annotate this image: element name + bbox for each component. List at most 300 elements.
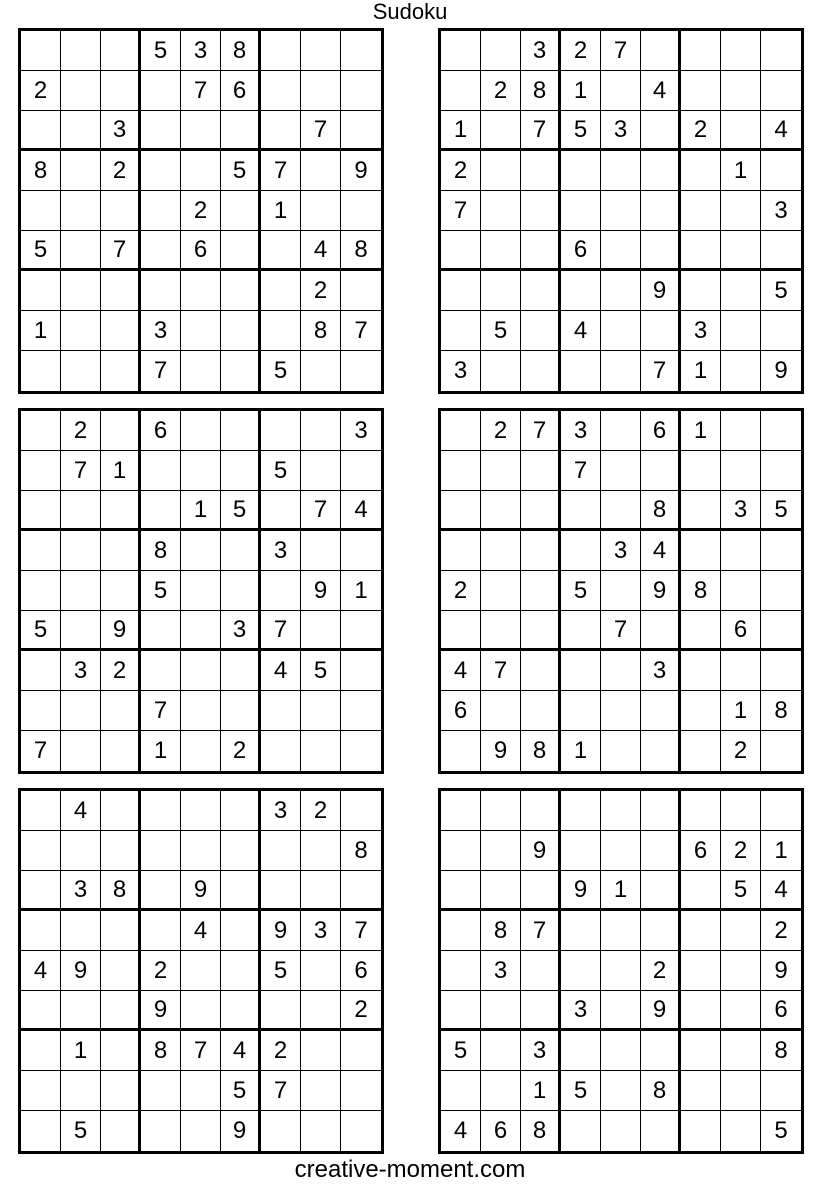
- sudoku-empty-cell[interactable]: [101, 1071, 141, 1111]
- sudoku-empty-cell[interactable]: [721, 411, 761, 451]
- sudoku-empty-cell[interactable]: [301, 191, 341, 231]
- sudoku-empty-cell[interactable]: [21, 911, 61, 951]
- sudoku-empty-cell[interactable]: [561, 911, 601, 951]
- sudoku-empty-cell[interactable]: [261, 231, 301, 271]
- sudoku-empty-cell[interactable]: [301, 411, 341, 451]
- sudoku-empty-cell[interactable]: [341, 1111, 381, 1151]
- sudoku-empty-cell[interactable]: [481, 351, 521, 391]
- sudoku-empty-cell[interactable]: [521, 691, 561, 731]
- sudoku-empty-cell[interactable]: [601, 651, 641, 691]
- sudoku-empty-cell[interactable]: [601, 311, 641, 351]
- sudoku-empty-cell[interactable]: [101, 731, 141, 771]
- sudoku-empty-cell[interactable]: [721, 651, 761, 691]
- sudoku-empty-cell[interactable]: [21, 831, 61, 871]
- sudoku-empty-cell[interactable]: [721, 451, 761, 491]
- sudoku-empty-cell[interactable]: [441, 831, 481, 871]
- sudoku-empty-cell[interactable]: [481, 451, 521, 491]
- sudoku-empty-cell[interactable]: [141, 111, 181, 151]
- sudoku-empty-cell[interactable]: [341, 191, 381, 231]
- sudoku-empty-cell[interactable]: [681, 151, 721, 191]
- sudoku-empty-cell[interactable]: [61, 191, 101, 231]
- sudoku-empty-cell[interactable]: [261, 311, 301, 351]
- sudoku-empty-cell[interactable]: [481, 531, 521, 571]
- sudoku-empty-cell[interactable]: [141, 191, 181, 231]
- sudoku-empty-cell[interactable]: [601, 951, 641, 991]
- sudoku-empty-cell[interactable]: [521, 951, 561, 991]
- sudoku-empty-cell[interactable]: [681, 911, 721, 951]
- sudoku-empty-cell[interactable]: [221, 791, 261, 831]
- sudoku-empty-cell[interactable]: [301, 1031, 341, 1071]
- sudoku-empty-cell[interactable]: [641, 151, 681, 191]
- sudoku-empty-cell[interactable]: [181, 611, 221, 651]
- sudoku-empty-cell[interactable]: [181, 731, 221, 771]
- sudoku-empty-cell[interactable]: [101, 791, 141, 831]
- sudoku-empty-cell[interactable]: [681, 1111, 721, 1151]
- sudoku-empty-cell[interactable]: [761, 411, 801, 451]
- sudoku-empty-cell[interactable]: [721, 271, 761, 311]
- sudoku-empty-cell[interactable]: [21, 1031, 61, 1071]
- sudoku-empty-cell[interactable]: [181, 351, 221, 391]
- sudoku-empty-cell[interactable]: [521, 871, 561, 911]
- sudoku-empty-cell[interactable]: [61, 231, 101, 271]
- sudoku-empty-cell[interactable]: [761, 611, 801, 651]
- sudoku-empty-cell[interactable]: [441, 911, 481, 951]
- sudoku-empty-cell[interactable]: [21, 491, 61, 531]
- sudoku-empty-cell[interactable]: [761, 311, 801, 351]
- sudoku-empty-cell[interactable]: [261, 271, 301, 311]
- sudoku-empty-cell[interactable]: [481, 571, 521, 611]
- sudoku-empty-cell[interactable]: [521, 791, 561, 831]
- sudoku-empty-cell[interactable]: [721, 1071, 761, 1111]
- sudoku-empty-cell[interactable]: [521, 451, 561, 491]
- sudoku-empty-cell[interactable]: [561, 1111, 601, 1151]
- sudoku-empty-cell[interactable]: [341, 731, 381, 771]
- sudoku-empty-cell[interactable]: [441, 731, 481, 771]
- sudoku-empty-cell[interactable]: [301, 991, 341, 1031]
- sudoku-empty-cell[interactable]: [301, 611, 341, 651]
- sudoku-empty-cell[interactable]: [61, 151, 101, 191]
- sudoku-empty-cell[interactable]: [141, 451, 181, 491]
- sudoku-empty-cell[interactable]: [101, 491, 141, 531]
- sudoku-empty-cell[interactable]: [221, 991, 261, 1031]
- sudoku-empty-cell[interactable]: [341, 651, 381, 691]
- sudoku-empty-cell[interactable]: [481, 871, 521, 911]
- sudoku-empty-cell[interactable]: [301, 31, 341, 71]
- sudoku-empty-cell[interactable]: [641, 1111, 681, 1151]
- sudoku-empty-cell[interactable]: [141, 71, 181, 111]
- sudoku-empty-cell[interactable]: [301, 1071, 341, 1111]
- sudoku-empty-cell[interactable]: [141, 151, 181, 191]
- sudoku-empty-cell[interactable]: [101, 571, 141, 611]
- sudoku-empty-cell[interactable]: [641, 1031, 681, 1071]
- sudoku-empty-cell[interactable]: [761, 71, 801, 111]
- sudoku-empty-cell[interactable]: [641, 231, 681, 271]
- sudoku-empty-cell[interactable]: [721, 351, 761, 391]
- sudoku-empty-cell[interactable]: [521, 151, 561, 191]
- sudoku-empty-cell[interactable]: [681, 731, 721, 771]
- sudoku-empty-cell[interactable]: [181, 411, 221, 451]
- sudoku-empty-cell[interactable]: [641, 911, 681, 951]
- sudoku-empty-cell[interactable]: [521, 651, 561, 691]
- sudoku-empty-cell[interactable]: [441, 1071, 481, 1111]
- sudoku-empty-cell[interactable]: [721, 1031, 761, 1071]
- sudoku-empty-cell[interactable]: [521, 271, 561, 311]
- sudoku-empty-cell[interactable]: [221, 571, 261, 611]
- sudoku-empty-cell[interactable]: [481, 791, 521, 831]
- sudoku-empty-cell[interactable]: [601, 911, 641, 951]
- sudoku-empty-cell[interactable]: [101, 31, 141, 71]
- sudoku-empty-cell[interactable]: [641, 31, 681, 71]
- sudoku-empty-cell[interactable]: [761, 531, 801, 571]
- sudoku-empty-cell[interactable]: [761, 731, 801, 771]
- sudoku-empty-cell[interactable]: [681, 451, 721, 491]
- sudoku-empty-cell[interactable]: [261, 71, 301, 111]
- sudoku-empty-cell[interactable]: [601, 191, 641, 231]
- sudoku-empty-cell[interactable]: [181, 311, 221, 351]
- sudoku-empty-cell[interactable]: [261, 1111, 301, 1151]
- sudoku-empty-cell[interactable]: [601, 71, 641, 111]
- sudoku-empty-cell[interactable]: [681, 791, 721, 831]
- sudoku-empty-cell[interactable]: [441, 231, 481, 271]
- sudoku-empty-cell[interactable]: [261, 871, 301, 911]
- sudoku-empty-cell[interactable]: [721, 71, 761, 111]
- sudoku-empty-cell[interactable]: [21, 991, 61, 1031]
- sudoku-empty-cell[interactable]: [181, 151, 221, 191]
- sudoku-empty-cell[interactable]: [301, 1111, 341, 1151]
- sudoku-empty-cell[interactable]: [681, 491, 721, 531]
- sudoku-empty-cell[interactable]: [601, 451, 641, 491]
- sudoku-empty-cell[interactable]: [721, 911, 761, 951]
- sudoku-empty-cell[interactable]: [101, 691, 141, 731]
- sudoku-empty-cell[interactable]: [61, 71, 101, 111]
- sudoku-empty-cell[interactable]: [181, 831, 221, 871]
- sudoku-empty-cell[interactable]: [441, 871, 481, 911]
- sudoku-empty-cell[interactable]: [101, 351, 141, 391]
- sudoku-empty-cell[interactable]: [61, 731, 101, 771]
- sudoku-empty-cell[interactable]: [341, 531, 381, 571]
- sudoku-empty-cell[interactable]: [681, 1031, 721, 1071]
- sudoku-empty-cell[interactable]: [561, 191, 601, 231]
- sudoku-empty-cell[interactable]: [721, 991, 761, 1031]
- sudoku-empty-cell[interactable]: [641, 691, 681, 731]
- sudoku-empty-cell[interactable]: [21, 531, 61, 571]
- sudoku-empty-cell[interactable]: [221, 351, 261, 391]
- sudoku-empty-cell[interactable]: [561, 691, 601, 731]
- sudoku-empty-cell[interactable]: [481, 831, 521, 871]
- sudoku-empty-cell[interactable]: [61, 911, 101, 951]
- sudoku-empty-cell[interactable]: [181, 1071, 221, 1111]
- sudoku-empty-cell[interactable]: [721, 191, 761, 231]
- sudoku-empty-cell[interactable]: [141, 1111, 181, 1151]
- sudoku-empty-cell[interactable]: [301, 871, 341, 911]
- sudoku-empty-cell[interactable]: [21, 791, 61, 831]
- sudoku-empty-cell[interactable]: [261, 691, 301, 731]
- sudoku-empty-cell[interactable]: [141, 491, 181, 531]
- sudoku-empty-cell[interactable]: [301, 71, 341, 111]
- sudoku-empty-cell[interactable]: [301, 731, 341, 771]
- sudoku-empty-cell[interactable]: [681, 951, 721, 991]
- sudoku-empty-cell[interactable]: [61, 1071, 101, 1111]
- sudoku-empty-cell[interactable]: [301, 451, 341, 491]
- sudoku-empty-cell[interactable]: [481, 191, 521, 231]
- sudoku-empty-cell[interactable]: [601, 1111, 641, 1151]
- sudoku-empty-cell[interactable]: [681, 231, 721, 271]
- sudoku-empty-cell[interactable]: [601, 151, 641, 191]
- sudoku-empty-cell[interactable]: [681, 691, 721, 731]
- sudoku-empty-cell[interactable]: [61, 111, 101, 151]
- sudoku-empty-cell[interactable]: [301, 351, 341, 391]
- sudoku-empty-cell[interactable]: [721, 571, 761, 611]
- sudoku-empty-cell[interactable]: [61, 311, 101, 351]
- sudoku-empty-cell[interactable]: [601, 1071, 641, 1111]
- sudoku-empty-cell[interactable]: [21, 1111, 61, 1151]
- sudoku-empty-cell[interactable]: [681, 611, 721, 651]
- sudoku-empty-cell[interactable]: [341, 1031, 381, 1071]
- sudoku-empty-cell[interactable]: [141, 911, 181, 951]
- sudoku-empty-cell[interactable]: [61, 31, 101, 71]
- sudoku-empty-cell[interactable]: [101, 991, 141, 1031]
- sudoku-empty-cell[interactable]: [441, 71, 481, 111]
- sudoku-empty-cell[interactable]: [641, 731, 681, 771]
- sudoku-empty-cell[interactable]: [641, 311, 681, 351]
- sudoku-empty-cell[interactable]: [441, 791, 481, 831]
- sudoku-empty-cell[interactable]: [441, 531, 481, 571]
- sudoku-empty-cell[interactable]: [101, 411, 141, 451]
- sudoku-empty-cell[interactable]: [601, 791, 641, 831]
- sudoku-empty-cell[interactable]: [21, 411, 61, 451]
- sudoku-empty-cell[interactable]: [181, 991, 221, 1031]
- sudoku-empty-cell[interactable]: [341, 271, 381, 311]
- sudoku-empty-cell[interactable]: [521, 351, 561, 391]
- sudoku-empty-cell[interactable]: [221, 311, 261, 351]
- sudoku-empty-cell[interactable]: [681, 271, 721, 311]
- sudoku-empty-cell[interactable]: [721, 951, 761, 991]
- sudoku-empty-cell[interactable]: [521, 991, 561, 1031]
- sudoku-empty-cell[interactable]: [761, 651, 801, 691]
- sudoku-empty-cell[interactable]: [641, 111, 681, 151]
- sudoku-empty-cell[interactable]: [721, 311, 761, 351]
- sudoku-empty-cell[interactable]: [181, 271, 221, 311]
- sudoku-empty-cell[interactable]: [221, 911, 261, 951]
- sudoku-empty-cell[interactable]: [221, 451, 261, 491]
- sudoku-empty-cell[interactable]: [481, 1031, 521, 1071]
- sudoku-empty-cell[interactable]: [221, 271, 261, 311]
- sudoku-empty-cell[interactable]: [101, 1031, 141, 1071]
- sudoku-empty-cell[interactable]: [181, 951, 221, 991]
- sudoku-empty-cell[interactable]: [641, 791, 681, 831]
- sudoku-empty-cell[interactable]: [181, 1111, 221, 1151]
- sudoku-empty-cell[interactable]: [761, 791, 801, 831]
- sudoku-empty-cell[interactable]: [221, 691, 261, 731]
- sudoku-empty-cell[interactable]: [521, 611, 561, 651]
- sudoku-empty-cell[interactable]: [261, 991, 301, 1031]
- sudoku-empty-cell[interactable]: [481, 31, 521, 71]
- sudoku-empty-cell[interactable]: [601, 991, 641, 1031]
- sudoku-empty-cell[interactable]: [341, 111, 381, 151]
- sudoku-empty-cell[interactable]: [441, 491, 481, 531]
- sudoku-empty-cell[interactable]: [181, 651, 221, 691]
- sudoku-empty-cell[interactable]: [761, 31, 801, 71]
- sudoku-empty-cell[interactable]: [561, 831, 601, 871]
- sudoku-empty-cell[interactable]: [341, 871, 381, 911]
- sudoku-empty-cell[interactable]: [601, 831, 641, 871]
- sudoku-empty-cell[interactable]: [221, 531, 261, 571]
- sudoku-empty-cell[interactable]: [561, 1031, 601, 1071]
- sudoku-empty-cell[interactable]: [341, 71, 381, 111]
- sudoku-empty-cell[interactable]: [641, 451, 681, 491]
- sudoku-empty-cell[interactable]: [181, 691, 221, 731]
- sudoku-empty-cell[interactable]: [681, 651, 721, 691]
- sudoku-empty-cell[interactable]: [601, 1031, 641, 1071]
- sudoku-empty-cell[interactable]: [521, 571, 561, 611]
- sudoku-empty-cell[interactable]: [21, 111, 61, 151]
- sudoku-empty-cell[interactable]: [481, 151, 521, 191]
- sudoku-empty-cell[interactable]: [261, 831, 301, 871]
- sudoku-empty-cell[interactable]: [561, 271, 601, 311]
- sudoku-empty-cell[interactable]: [341, 611, 381, 651]
- sudoku-empty-cell[interactable]: [521, 231, 561, 271]
- sudoku-empty-cell[interactable]: [481, 1071, 521, 1111]
- sudoku-empty-cell[interactable]: [101, 271, 141, 311]
- sudoku-empty-cell[interactable]: [681, 871, 721, 911]
- sudoku-empty-cell[interactable]: [21, 691, 61, 731]
- sudoku-empty-cell[interactable]: [561, 531, 601, 571]
- sudoku-empty-cell[interactable]: [261, 411, 301, 451]
- sudoku-empty-cell[interactable]: [141, 831, 181, 871]
- sudoku-empty-cell[interactable]: [101, 1111, 141, 1151]
- sudoku-empty-cell[interactable]: [761, 231, 801, 271]
- sudoku-empty-cell[interactable]: [601, 411, 641, 451]
- sudoku-empty-cell[interactable]: [341, 1071, 381, 1111]
- sudoku-empty-cell[interactable]: [561, 151, 601, 191]
- sudoku-empty-cell[interactable]: [61, 991, 101, 1031]
- sudoku-empty-cell[interactable]: [641, 831, 681, 871]
- sudoku-empty-cell[interactable]: [141, 871, 181, 911]
- sudoku-empty-cell[interactable]: [101, 71, 141, 111]
- sudoku-empty-cell[interactable]: [341, 351, 381, 391]
- sudoku-empty-cell[interactable]: [21, 871, 61, 911]
- sudoku-empty-cell[interactable]: [261, 731, 301, 771]
- sudoku-empty-cell[interactable]: [101, 911, 141, 951]
- sudoku-empty-cell[interactable]: [761, 1071, 801, 1111]
- sudoku-empty-cell[interactable]: [721, 31, 761, 71]
- sudoku-empty-cell[interactable]: [481, 991, 521, 1031]
- sudoku-empty-cell[interactable]: [61, 351, 101, 391]
- sudoku-empty-cell[interactable]: [641, 191, 681, 231]
- sudoku-empty-cell[interactable]: [521, 491, 561, 531]
- sudoku-empty-cell[interactable]: [721, 531, 761, 571]
- sudoku-empty-cell[interactable]: [101, 831, 141, 871]
- sudoku-empty-cell[interactable]: [61, 271, 101, 311]
- sudoku-empty-cell[interactable]: [561, 611, 601, 651]
- sudoku-empty-cell[interactable]: [601, 571, 641, 611]
- sudoku-empty-cell[interactable]: [221, 191, 261, 231]
- sudoku-empty-cell[interactable]: [561, 951, 601, 991]
- sudoku-empty-cell[interactable]: [761, 571, 801, 611]
- sudoku-empty-cell[interactable]: [221, 871, 261, 911]
- sudoku-empty-cell[interactable]: [301, 531, 341, 571]
- sudoku-empty-cell[interactable]: [521, 311, 561, 351]
- sudoku-empty-cell[interactable]: [61, 491, 101, 531]
- sudoku-empty-cell[interactable]: [221, 231, 261, 271]
- sudoku-empty-cell[interactable]: [101, 531, 141, 571]
- sudoku-empty-cell[interactable]: [341, 451, 381, 491]
- sudoku-empty-cell[interactable]: [681, 991, 721, 1031]
- sudoku-empty-cell[interactable]: [641, 871, 681, 911]
- sudoku-empty-cell[interactable]: [521, 191, 561, 231]
- sudoku-empty-cell[interactable]: [721, 791, 761, 831]
- sudoku-empty-cell[interactable]: [681, 71, 721, 111]
- sudoku-empty-cell[interactable]: [261, 111, 301, 151]
- sudoku-empty-cell[interactable]: [721, 1111, 761, 1151]
- sudoku-empty-cell[interactable]: [481, 691, 521, 731]
- sudoku-empty-cell[interactable]: [681, 1071, 721, 1111]
- sudoku-empty-cell[interactable]: [61, 691, 101, 731]
- sudoku-empty-cell[interactable]: [721, 111, 761, 151]
- sudoku-empty-cell[interactable]: [21, 1071, 61, 1111]
- sudoku-empty-cell[interactable]: [441, 611, 481, 651]
- sudoku-empty-cell[interactable]: [61, 571, 101, 611]
- sudoku-empty-cell[interactable]: [181, 111, 221, 151]
- sudoku-empty-cell[interactable]: [181, 791, 221, 831]
- sudoku-empty-cell[interactable]: [21, 31, 61, 71]
- sudoku-empty-cell[interactable]: [21, 271, 61, 311]
- sudoku-empty-cell[interactable]: [341, 791, 381, 831]
- sudoku-empty-cell[interactable]: [21, 571, 61, 611]
- sudoku-empty-cell[interactable]: [61, 831, 101, 871]
- sudoku-empty-cell[interactable]: [141, 271, 181, 311]
- sudoku-empty-cell[interactable]: [681, 191, 721, 231]
- sudoku-empty-cell[interactable]: [561, 791, 601, 831]
- sudoku-empty-cell[interactable]: [21, 191, 61, 231]
- sudoku-empty-cell[interactable]: [761, 451, 801, 491]
- sudoku-empty-cell[interactable]: [261, 31, 301, 71]
- sudoku-empty-cell[interactable]: [601, 491, 641, 531]
- sudoku-empty-cell[interactable]: [301, 951, 341, 991]
- sudoku-empty-cell[interactable]: [61, 611, 101, 651]
- sudoku-empty-cell[interactable]: [21, 451, 61, 491]
- sudoku-empty-cell[interactable]: [141, 651, 181, 691]
- sudoku-empty-cell[interactable]: [441, 451, 481, 491]
- sudoku-empty-cell[interactable]: [301, 691, 341, 731]
- sudoku-empty-cell[interactable]: [601, 731, 641, 771]
- sudoku-empty-cell[interactable]: [601, 271, 641, 311]
- sudoku-empty-cell[interactable]: [561, 351, 601, 391]
- sudoku-empty-cell[interactable]: [141, 231, 181, 271]
- sudoku-empty-cell[interactable]: [221, 111, 261, 151]
- sudoku-empty-cell[interactable]: [481, 491, 521, 531]
- sudoku-empty-cell[interactable]: [441, 951, 481, 991]
- sudoku-empty-cell[interactable]: [721, 231, 761, 271]
- sudoku-empty-cell[interactable]: [441, 311, 481, 351]
- sudoku-empty-cell[interactable]: [601, 691, 641, 731]
- sudoku-empty-cell[interactable]: [221, 951, 261, 991]
- sudoku-empty-cell[interactable]: [261, 491, 301, 531]
- sudoku-empty-cell[interactable]: [521, 531, 561, 571]
- sudoku-empty-cell[interactable]: [301, 151, 341, 191]
- sudoku-empty-cell[interactable]: [441, 271, 481, 311]
- sudoku-empty-cell[interactable]: [761, 151, 801, 191]
- sudoku-empty-cell[interactable]: [341, 31, 381, 71]
- sudoku-empty-cell[interactable]: [481, 111, 521, 151]
- sudoku-empty-cell[interactable]: [681, 31, 721, 71]
- sudoku-empty-cell[interactable]: [481, 231, 521, 271]
- sudoku-empty-cell[interactable]: [101, 311, 141, 351]
- sudoku-empty-cell[interactable]: [481, 271, 521, 311]
- sudoku-empty-cell[interactable]: [441, 991, 481, 1031]
- sudoku-empty-cell[interactable]: [481, 611, 521, 651]
- sudoku-empty-cell[interactable]: [141, 791, 181, 831]
